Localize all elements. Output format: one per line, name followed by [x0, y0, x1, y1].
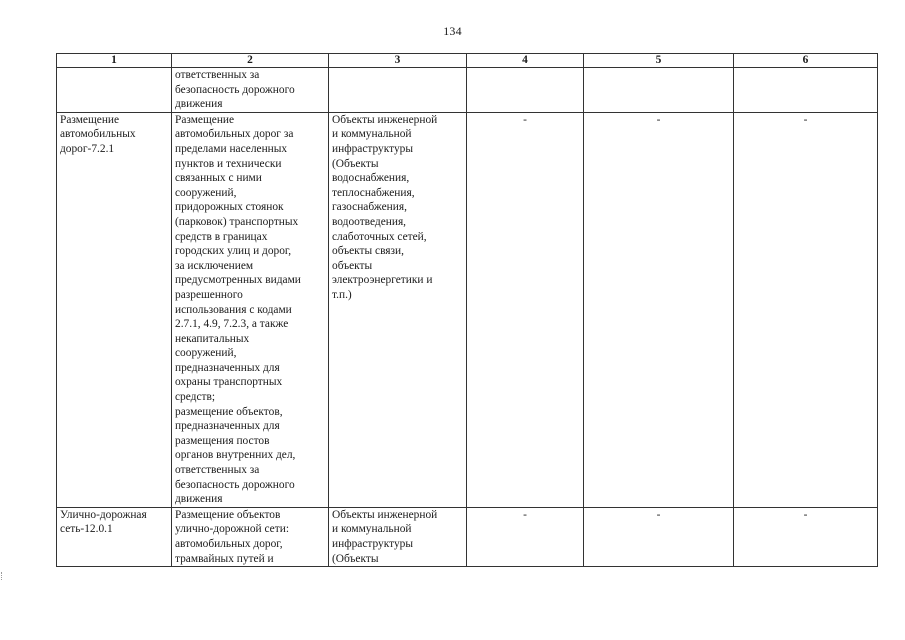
row-0-col-4 [467, 68, 584, 113]
header-col-3: 3 [329, 54, 467, 68]
row-0-col-5 [584, 68, 734, 113]
row-2-col-5: - [584, 507, 734, 566]
header-col-4: 4 [467, 54, 584, 68]
row-2-col-4: - [467, 507, 584, 566]
row-0-col-2: ответственных за безопасность дорожного движения [172, 68, 329, 113]
header-row [57, 54, 878, 68]
row-1-col-6: - [734, 112, 878, 507]
row-1-col-1: Размещение автомобильных дорог-7.2.1 [57, 112, 172, 507]
row-1-col-5: - [584, 112, 734, 507]
land-use-table [56, 53, 878, 567]
header-col-6: 6 [734, 54, 878, 68]
scan-edge-mark [1, 572, 4, 580]
row-2-col-6: - [734, 507, 878, 566]
row-1-col-2: Размещение автомобильных дорог за пределами населенных пунктов и технически связанных с ними сооружений, придорожных стоянок (парковок) транспортных средств в границах городских улиц и дорог, за исключением предусмотренных видами разрешенного использования с кодами 2.7.1, 4.9, 7.2.3, а также некапитальных сооружений, предназначенных для охраны транспортных средств; размещение объектов, предназначенных для размещения постов органов внутренних дел, ответственных за безопасность дорожного движения [172, 112, 329, 507]
header-col-5: 5 [584, 54, 734, 68]
row-1-col-3: Объекты инженерной и коммунальной инфраструктуры (Объекты водоснабжения, теплоснабжения, газоснабжения, водоотведения, слаботочных сетей, объекты связи, объекты электроэнергетики и т.п.) [329, 112, 467, 507]
header-col-2: 2 [172, 54, 329, 68]
row-2-col-1: Улично-дорожная сеть-12.0.1 [57, 507, 172, 566]
row-0-col-1 [57, 68, 172, 113]
table-row-street-network [57, 507, 878, 566]
row-1-col-4: - [467, 112, 584, 507]
row-0-col-6 [734, 68, 878, 113]
table-row-roads [57, 112, 878, 507]
row-0-col-3 [329, 68, 467, 113]
table-row-continuation [57, 68, 878, 113]
row-2-col-3: Объекты инженерной и коммунальной инфраструктуры (Объекты [329, 507, 467, 566]
header-col-1: 1 [57, 54, 172, 68]
row-2-col-2: Размещение объектов улично-дорожной сети: автомобильных дорог, трамвайных путей и [172, 507, 329, 566]
page-number: 134 [443, 24, 462, 38]
